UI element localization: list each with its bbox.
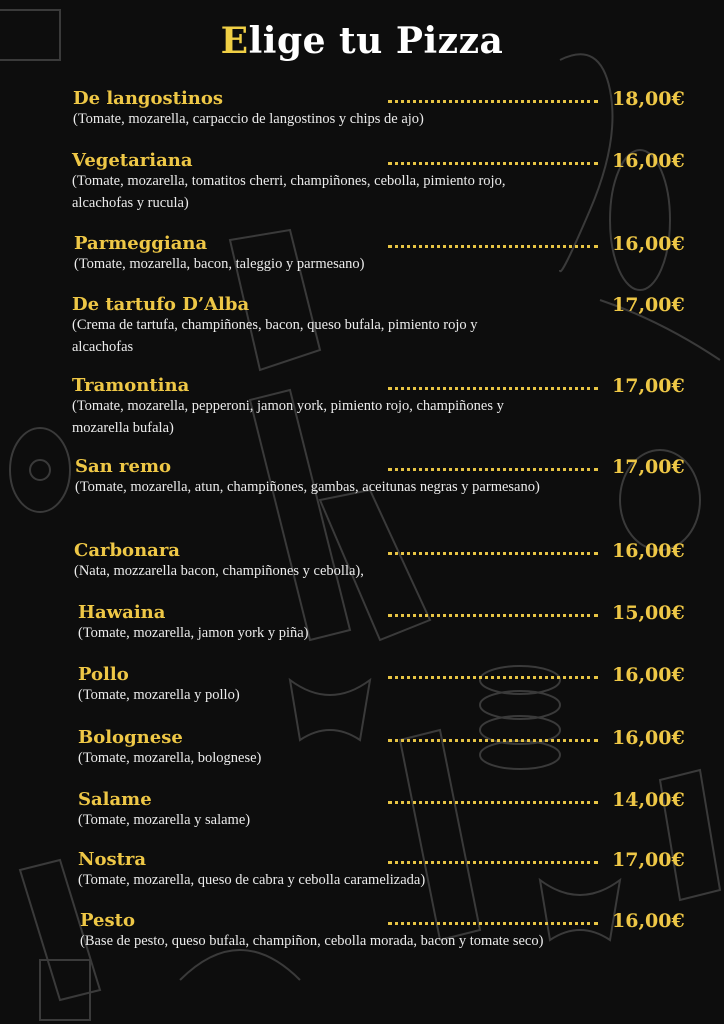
dot-leader (388, 801, 598, 804)
pizza-name: Pollo (78, 664, 129, 685)
dot-leader (388, 614, 598, 617)
dot-leader (388, 922, 598, 925)
pizza-ingredients: (Tomate, mozarella, carpaccio de langostinos y chips de ajo) (73, 111, 424, 127)
pizza-name: Salame (78, 789, 152, 810)
pizza-price: 17,00€ (612, 294, 685, 316)
pizza-price: 15,00€ (612, 602, 685, 624)
pizza-price: 17,00€ (612, 375, 685, 397)
pizza-name: Bolognese (78, 727, 183, 748)
pizza-price: 17,00€ (612, 456, 685, 478)
pizza-ingredients: (Tomate, mozarella, pepperoni, jamon york, pimiento rojo, champiñones y mozarella bufala) (72, 398, 504, 436)
dot-leader (388, 245, 598, 248)
pizza-name: Vegetariana (72, 150, 193, 171)
pizza-ingredients: (Tomate, mozarella y pollo) (78, 687, 240, 703)
pizza-price: 18,00€ (612, 88, 685, 110)
pizza-name: Nostra (78, 849, 147, 870)
pizza-price: 16,00€ (612, 150, 685, 172)
page-title (0, 20, 724, 62)
pizza-price: 16,00€ (612, 540, 685, 562)
pizza-name: De langostinos (73, 88, 224, 109)
pizza-name: De tartufo D’Alba (72, 294, 250, 315)
pizza-price: 17,00€ (612, 849, 685, 871)
title-initial: E (220, 20, 249, 62)
pizza-name: Hawaina (78, 602, 166, 623)
dot-leader (388, 552, 598, 555)
pizza-name: Carbonara (74, 540, 180, 561)
pizza-ingredients: (Tomate, mozarella, atun, champiñones, gambas, aceitunas negras y parmesano) (75, 479, 540, 495)
pizza-name: Parmeggiana (74, 233, 208, 254)
pizza-ingredients: (Tomate, mozarella, bolognese) (78, 750, 262, 766)
pizza-price: 16,00€ (612, 910, 685, 932)
pizza-price: 16,00€ (612, 664, 685, 686)
pizza-ingredients: (Crema de tartufa, champiñones, bacon, queso bufala, pimiento rojo y alcachofas (72, 317, 478, 355)
pizza-name: Tramontina (72, 375, 190, 396)
pizza-price: 16,00€ (612, 727, 685, 749)
dot-leader (388, 387, 598, 390)
pizza-ingredients: (Nata, mozzarella bacon, champiñones y cebolla), (74, 563, 364, 579)
pizza-name: Pesto (80, 910, 135, 931)
dot-leader (388, 162, 598, 165)
pizza-ingredients: (Tomate, mozarella y salame) (78, 812, 251, 828)
dot-leader (388, 100, 598, 103)
pizza-ingredients: (Tomate, mozarella, jamon york y piña) (78, 625, 309, 641)
dot-leader (388, 468, 598, 471)
pizza-price: 16,00€ (612, 233, 685, 255)
pizza-ingredients: (Base de pesto, queso bufala, champiñon, cebolla morada, bacon y tomate seco) (80, 933, 544, 949)
pizza-ingredients: (Tomate, mozarella, bacon, taleggio y parmesano) (74, 256, 365, 272)
pizza-price: 14,00€ (612, 789, 685, 811)
dot-leader (388, 676, 598, 679)
pizza-ingredients: (Tomate, mozarella, tomatitos cherri, champiñones, cebolla, pimiento rojo, alcachofas y rucula) (72, 173, 506, 211)
dot-leader (388, 739, 598, 742)
pizza-ingredients: (Tomate, mozarella, queso de cabra y cebolla caramelizada) (78, 872, 426, 888)
pizza-name: San remo (75, 456, 172, 477)
dot-leader (388, 861, 598, 864)
title-rest: lige tu Pizza (248, 20, 504, 62)
